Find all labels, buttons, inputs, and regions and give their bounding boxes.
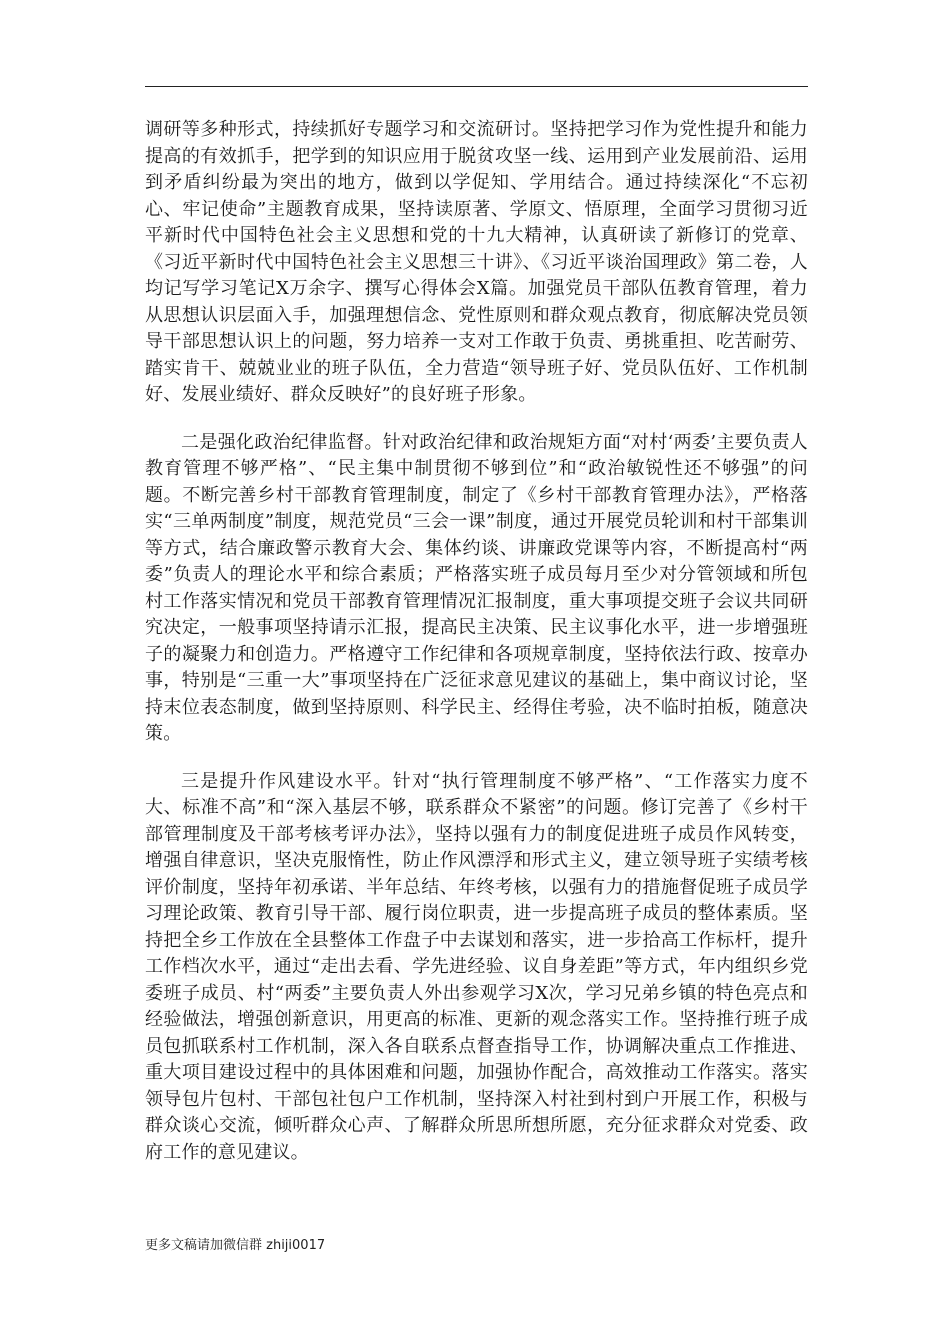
header-rule	[145, 86, 808, 87]
paragraph-political-discipline: 二是强化政治纪律监督。针对政治纪律和政治规矩方面“对村‘两委’主要负责人教育管理不够严格”、“民主集中制贯彻不够到位”和“政治敏锐性还不够强”的问题。不断完善乡村干部教育管理制度，制定了《乡村干部教育管理办法》，严格落实“三单两制度”制度，规范党员“三会一课”制度，通过开展党员轮训和村干部集训等方式，结合廉政警示教育大会、集体约谈、讲廉政党课等内容，不断提高村“两委”负责人的理论水平和综合素质；严格落实班子成员每月至少对分管领域和所包村工作落实情况和党员干部教育管理情况汇报制度，重大事项提交班子会议共同研究决定，一般事项坚持请示汇报，提高民主决策、民主议事化水平，进一步增强班子的凝聚力和创造力。严格遵守工作纪律和各项规章制度，坚持依法行政、按章办事，特别是“三重一大”事项坚持在广泛征求意见建议的基础上，集中商议讨论，坚持末位表态制度，做到坚持原则、科学民主、经得住考验，决不临时拍板，随意决策。	[145, 431, 808, 744]
document-body	[145, 117, 808, 1166]
footer-note: 更多文稿请加微信群 zhiji0017	[145, 1238, 326, 1253]
paragraph-study: 调研等多种形式，持续抓好专题学习和交流研讨。坚持把学习作为党性提升和能力提高的有效抓手，把学到的知识应用于脱贫攻坚一线、运用到产业发展前沿、运用到矛盾纠纷最为突出的地方，做到以学促知、学用结合。通过持续深化“不忘初心、牢记使命”主题教育成果，坚持读原著、学原文、悟原理，全面学习贯彻习近平新时代中国特色社会主义思想和党的十九大精神，认真研读了新修订的党章、《习近平新时代中国特色社会主义思想三十讲》、《习近平谈治国理政》第二卷，人均记写学习笔记X万余字、撰写心得体会X篇。加强党员干部队伍教育管理，着力从思想认识层面入手，加强理想信念、党性原则和群众观点教育，彻底解决党员领导干部思想认识上的问题，努力培养一支对工作敢于负责、勇挑重担、吃苦耐劳、踏实肯干、兢兢业业的班子队伍，全力营造“领导班子好、党员队伍好、工作机制好、发展业绩好、群众反映好”的良好班子形象。	[145, 119, 808, 405]
paragraph-work-style: 三是提升作风建设水平。针对“执行管理制度不够严格”、“工作落实力度不大、标准不高”和“深入基层不够，联系群众不紧密”的问题。修订完善了《乡村干部管理制度及干部考核考评办法》，坚持以强有力的制度促进班子成员作风转变，增强自律意识，坚决克服惰性，防止作风漂浮和形式主义，建立领导班子实绩考核评价制度，坚持年初承诺、半年总结、年终考核，以强有力的措施督促班子成员学习理论政策、教育引导干部、履行岗位职责，进一步提高班子成员的整体素质。坚持把全乡工作放在全县整体工作盘子中去谋划和落实，进一步拾高工作标杆，提升工作档次水平，通过“走出去看、学先进经验、议自身差距”等方式，年内组织乡党委班子成员、村“两委”主要负责人外出参观学习X次，学习兄弟乡镇的特色亮点和经验做法，增强创新意识，用更高的标准、更新的观念落实工作。坚持推行班子成员包抓联系村工作机制，深入各自联系点督查指导工作，协调解决重点工作推进、重大项目建设过程中的具体困难和问题，加强协作配合，高效推动工作落实。落实领导包片包村、干部包社包户工作机制，坚持深入村社到村到户开展工作，积极与群众谈心交流，倾听群众心声、了解群众所思所想所愿，充分征求群众对党委、政府工作的意见建议。	[145, 770, 808, 1163]
